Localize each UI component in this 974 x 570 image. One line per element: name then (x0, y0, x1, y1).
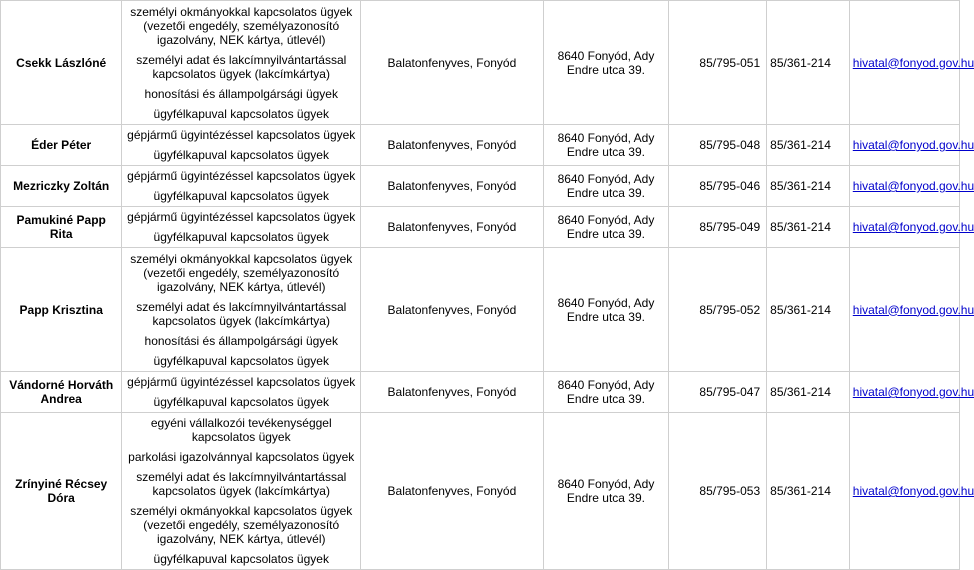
direct-phone: 85/795-053 (669, 413, 767, 570)
task-list (122, 125, 361, 166)
table-row (1, 1, 960, 125)
task-item: személyi adat és lakcímnyilvántartással kapcsolatos ügyek (lakcímkártya) (136, 52, 347, 81)
task-item: ügyfélkapuval kapcsolatos ügyek (153, 189, 329, 203)
task-item: gépjármű ügyintézéssel kapcsolatos ügyek (127, 375, 356, 389)
task-list (122, 372, 361, 413)
email-cell (849, 372, 974, 413)
task-item: ügyfélkapuval kapcsolatos ügyek (153, 148, 329, 162)
email-link[interactable]: hivatal@fonyod.gov.hu (852, 484, 974, 498)
service-area: Balatonfenyves, Fonyód (361, 413, 544, 570)
office-address: 8640 Fonyód, Ady Endre utca 39. (543, 166, 668, 207)
table-row (1, 248, 960, 372)
direct-phone: 85/795-049 (669, 207, 767, 248)
task-list (122, 1, 361, 125)
task-item: személyi okmányokkal kapcsolatos ügyek (vezetői engedély, személyazonosító igazolvány, NEK kártya, útlevél) (130, 504, 353, 546)
staff-name: Csekk Lászlóné (1, 1, 122, 125)
email-link[interactable]: hivatal@fonyod.gov.hu (852, 138, 974, 152)
central-phone: 85/361-214 (767, 413, 850, 570)
task-item: ügyfélkapuval kapcsolatos ügyek (153, 353, 329, 368)
email-link[interactable]: hivatal@fonyod.gov.hu (852, 55, 974, 70)
office-address: 8640 Fonyód, Ady Endre utca 39. (543, 248, 668, 372)
task-item: gépjármű ügyintézéssel kapcsolatos ügyek (127, 169, 356, 183)
table-row (1, 125, 960, 166)
central-phone: 85/361-214 (767, 1, 850, 125)
task-list (122, 413, 361, 570)
central-phone: 85/361-214 (767, 372, 850, 413)
service-area: Balatonfenyves, Fonyód (361, 1, 544, 125)
task-item: személyi adat és lakcímnyilvántartással kapcsolatos ügyek (lakcímkártya) (136, 470, 347, 498)
task-item: ügyfélkapuval kapcsolatos ügyek (153, 552, 329, 566)
task-item: ügyfélkapuval kapcsolatos ügyek (153, 106, 329, 121)
service-area: Balatonfenyves, Fonyód (361, 166, 544, 207)
central-phone: 85/361-214 (767, 248, 850, 372)
task-item: honosítási és állampolgársági ügyek (144, 333, 338, 348)
table-row (1, 166, 960, 207)
task-item: gépjármű ügyintézéssel kapcsolatos ügyek (127, 210, 356, 224)
email-cell (849, 1, 974, 125)
email-link[interactable]: hivatal@fonyod.gov.hu (852, 179, 974, 193)
table-row (1, 207, 960, 248)
task-item: egyéni vállalkozói tevékenységgel kapcsolatos ügyek (150, 416, 332, 444)
office-address: 8640 Fonyód, Ady Endre utca 39. (543, 207, 668, 248)
service-area: Balatonfenyves, Fonyód (361, 248, 544, 372)
direct-phone: 85/795-048 (669, 125, 767, 166)
staff-name: Papp Krisztina (1, 248, 122, 372)
email-cell (849, 125, 974, 166)
direct-phone: 85/795-052 (669, 248, 767, 372)
office-address: 8640 Fonyód, Ady Endre utca 39. (543, 125, 668, 166)
email-cell (849, 207, 974, 248)
email-link[interactable]: hivatal@fonyod.gov.hu (852, 302, 974, 317)
email-cell (849, 248, 974, 372)
task-list (122, 207, 361, 248)
email-cell (849, 413, 974, 570)
direct-phone: 85/795-046 (669, 166, 767, 207)
service-area: Balatonfenyves, Fonyód (361, 207, 544, 248)
task-item: személyi okmányokkal kapcsolatos ügyek (vezetői engedély, személyazonosító igazolvány, NEK kártya, útlevél) (130, 251, 353, 294)
central-phone: 85/361-214 (767, 125, 850, 166)
office-address: 8640 Fonyód, Ady Endre utca 39. (543, 413, 668, 570)
task-item: gépjármű ügyintézéssel kapcsolatos ügyek (127, 128, 356, 142)
office-address: 8640 Fonyód, Ady Endre utca 39. (543, 1, 668, 125)
staff-name: Éder Péter (1, 125, 122, 166)
email-link[interactable]: hivatal@fonyod.gov.hu (852, 385, 974, 399)
task-item: személyi adat és lakcímnyilvántartással kapcsolatos ügyek (lakcímkártya) (136, 299, 347, 328)
staff-name: Vándorné Horváth Andrea (1, 372, 122, 413)
table-row (1, 413, 960, 570)
direct-phone: 85/795-051 (669, 1, 767, 125)
task-item: személyi okmányokkal kapcsolatos ügyek (vezetői engedély, személyazonosító igazolvány, NEK kártya, útlevél) (130, 4, 353, 47)
service-area: Balatonfenyves, Fonyód (361, 372, 544, 413)
direct-phone: 85/795-047 (669, 372, 767, 413)
office-address: 8640 Fonyód, Ady Endre utca 39. (543, 372, 668, 413)
email-cell (849, 166, 974, 207)
table-row (1, 372, 960, 413)
task-item: parkolási igazolvánnyal kapcsolatos ügyek (128, 450, 355, 464)
task-item: honosítási és állampolgársági ügyek (144, 86, 338, 101)
staff-name: Mezriczky Zoltán (1, 166, 122, 207)
task-list (122, 166, 361, 207)
central-phone: 85/361-214 (767, 166, 850, 207)
task-list (122, 248, 361, 372)
service-area: Balatonfenyves, Fonyód (361, 125, 544, 166)
central-phone: 85/361-214 (767, 207, 850, 248)
email-link[interactable]: hivatal@fonyod.gov.hu (852, 220, 974, 234)
task-item: ügyfélkapuval kapcsolatos ügyek (153, 395, 329, 409)
staff-name: Pamukiné Papp Rita (1, 207, 122, 248)
staff-table-body (1, 1, 974, 570)
staff-name: Zrínyiné Récsey Dóra (1, 413, 122, 570)
task-item: ügyfélkapuval kapcsolatos ügyek (153, 230, 329, 244)
